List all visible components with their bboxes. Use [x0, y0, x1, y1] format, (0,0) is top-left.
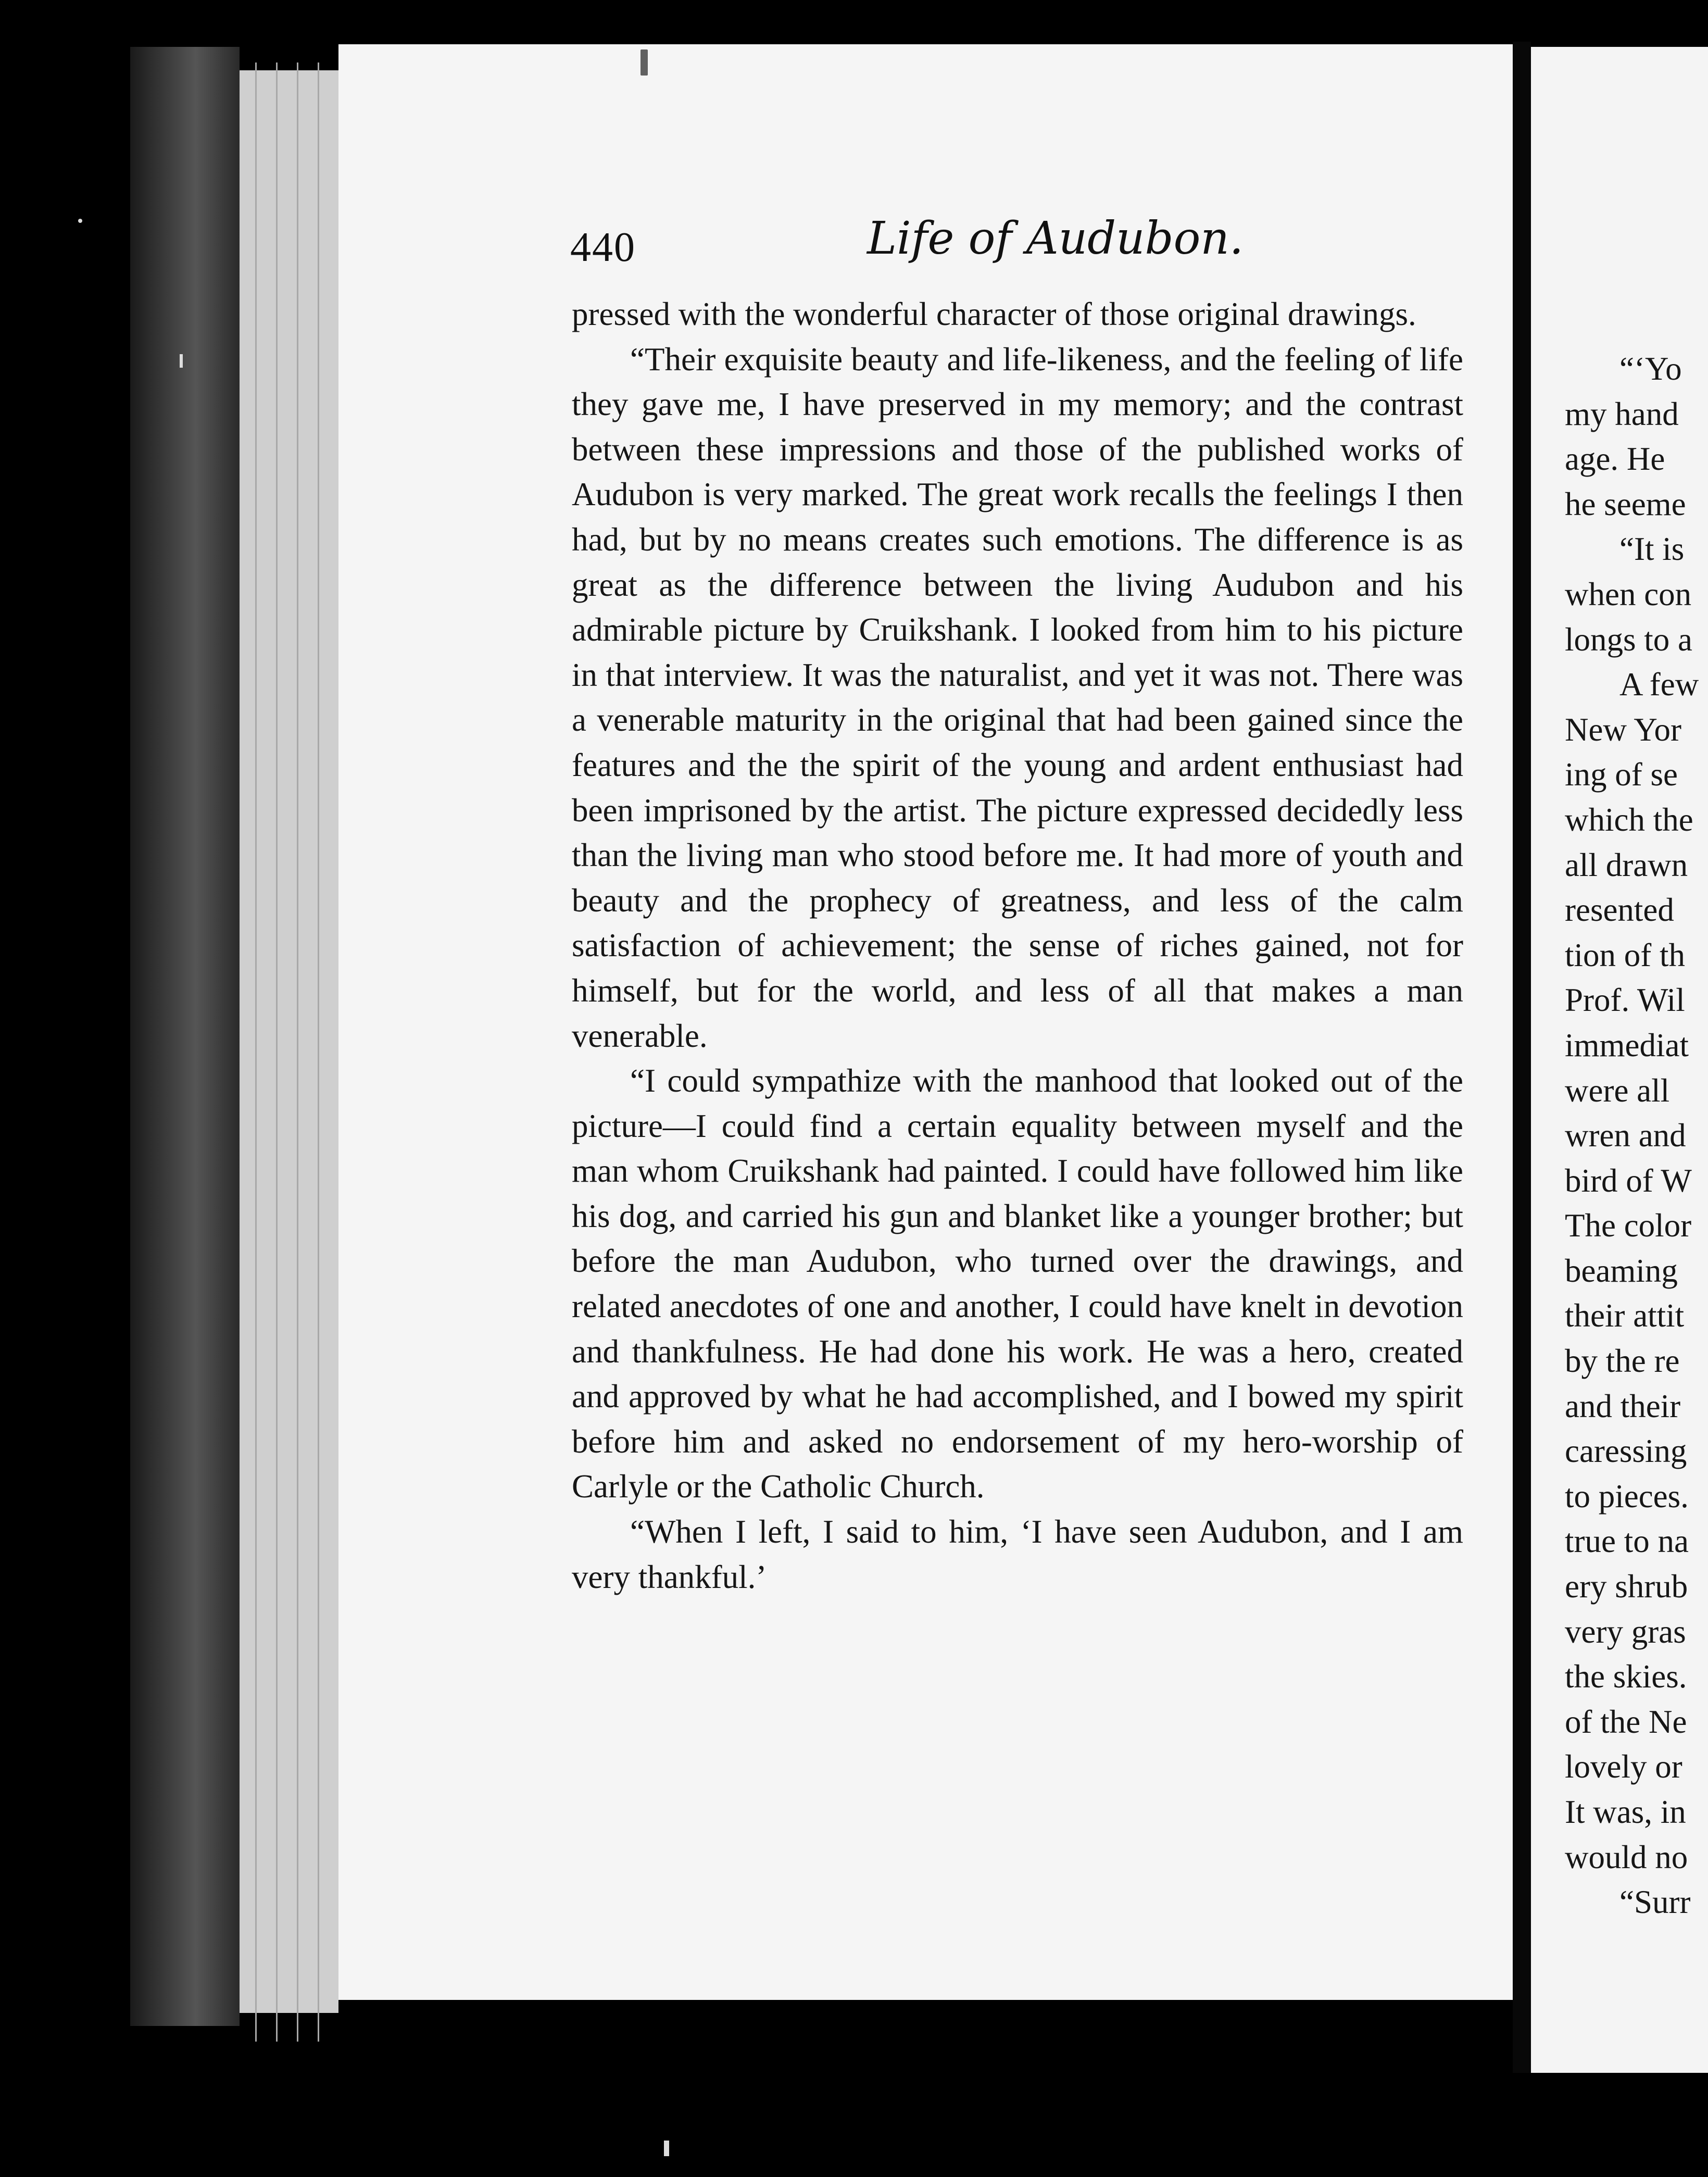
scan-mark	[180, 354, 183, 368]
text-line: very gras	[1565, 1613, 1686, 1650]
text-line: he seeme	[1565, 485, 1686, 522]
text-line: their attit	[1565, 1297, 1685, 1334]
text-line: when con	[1565, 575, 1692, 612]
page-edge-line	[297, 62, 298, 2042]
text-line: New Yor	[1565, 711, 1682, 748]
paragraph: pressed with the wonderful character of those original drawings.	[572, 296, 1416, 332]
scan-mark	[78, 219, 82, 223]
text-line: my hand	[1565, 395, 1679, 432]
text-line: lovely or	[1565, 1748, 1682, 1785]
facing-page	[1531, 47, 1708, 2073]
scan-mark	[664, 2141, 669, 2156]
page-edge-line	[318, 62, 319, 2042]
text-line: which the	[1565, 801, 1693, 838]
text-line: age. He	[1565, 441, 1665, 478]
page-number: 440	[570, 224, 636, 270]
paragraph: “When I left, I said to him, ‘I have seen Audubon, and I am very thankful.’	[572, 1513, 1463, 1595]
paper-blemish	[640, 49, 648, 76]
text-line: “It is	[1619, 531, 1685, 568]
text-line: “‘Yo	[1619, 351, 1682, 387]
body-text	[572, 292, 1463, 1599]
text-line: beaming	[1565, 1252, 1678, 1289]
text-line: would no	[1565, 1838, 1688, 1875]
book-spine-shadow	[130, 47, 240, 2026]
text-line: resented	[1565, 892, 1674, 929]
paragraph: “I could sympathize with the manhood that looked out of the picture—I could find a certain equality between myself and the man whom Cruikshank had painted. I could have followed him like his dog, and carried his gun and blanket like a younger brother; but before the man Audubon, who turned over the drawings, and related anecdotes of one and another, I could have knelt in devotion and thankfulness. He had done his work. He was a hero, created and approved by what he had accomplished, and I bowed my spirit before him and asked no endorsement of my hero-worship of Carlyle or the Catholic Church.	[572, 1062, 1463, 1505]
page-edges	[240, 70, 338, 2013]
text-line: Prof. Wil	[1565, 982, 1685, 1019]
text-line: tion of th	[1565, 936, 1685, 973]
page-edge-line	[276, 62, 278, 2042]
text-line: wren and	[1565, 1117, 1686, 1154]
page-title: Life of Audubon.	[867, 212, 1244, 265]
text-line: ery shrub	[1565, 1568, 1688, 1605]
page-gutter	[1513, 42, 1531, 2073]
text-line: the skies.	[1565, 1658, 1687, 1695]
text-line: caressing	[1565, 1433, 1687, 1470]
text-line: The color	[1565, 1207, 1692, 1244]
text-line: to pieces.	[1565, 1478, 1689, 1515]
text-line: It was, in	[1565, 1794, 1686, 1830]
text-line: were all	[1565, 1072, 1670, 1109]
text-line: true to na	[1565, 1523, 1689, 1560]
text-line: and their	[1565, 1387, 1681, 1424]
text-line: A few	[1619, 666, 1699, 703]
text-line: ing of se	[1565, 756, 1678, 793]
text-line: “Surr	[1619, 1884, 1691, 1921]
text-line: of the Ne	[1565, 1703, 1687, 1740]
text-line: longs to a	[1565, 621, 1692, 658]
page-edge-line	[255, 62, 257, 2042]
paragraph: “Their exquisite beauty and life-likeness, and the feeling of life they gave me, I have preserved in my memory; and the contrast between these impressions and those of the published works of Audubon is very marked. The great work recalls the feelings I then had, but by no means creates such emotions. The difference is as great as the difference between the living Audubon and his admirable picture by Cruikshank. I looked from him to his picture in that interview. It was the naturalist, and yet it was not. There was a venerable maturity in the original that had been gained since the features and the the spirit of the young and ardent enthusiast had been imprisoned by the artist. The picture expressed decidedly less than the living man who stood before me. It had more of youth and beauty and the prophecy of greatness, and less of the calm satisfaction of achievement; the sense of riches gained, not for himself, but for the world, and less of all that makes a man venerable.	[572, 341, 1463, 1054]
text-line: all drawn	[1565, 846, 1688, 883]
text-line: by the re	[1565, 1343, 1680, 1380]
facing-page-text	[1565, 346, 1708, 1925]
text-line: immediat	[1565, 1027, 1689, 1064]
text-line: bird of W	[1565, 1162, 1692, 1199]
running-head	[570, 208, 1463, 270]
